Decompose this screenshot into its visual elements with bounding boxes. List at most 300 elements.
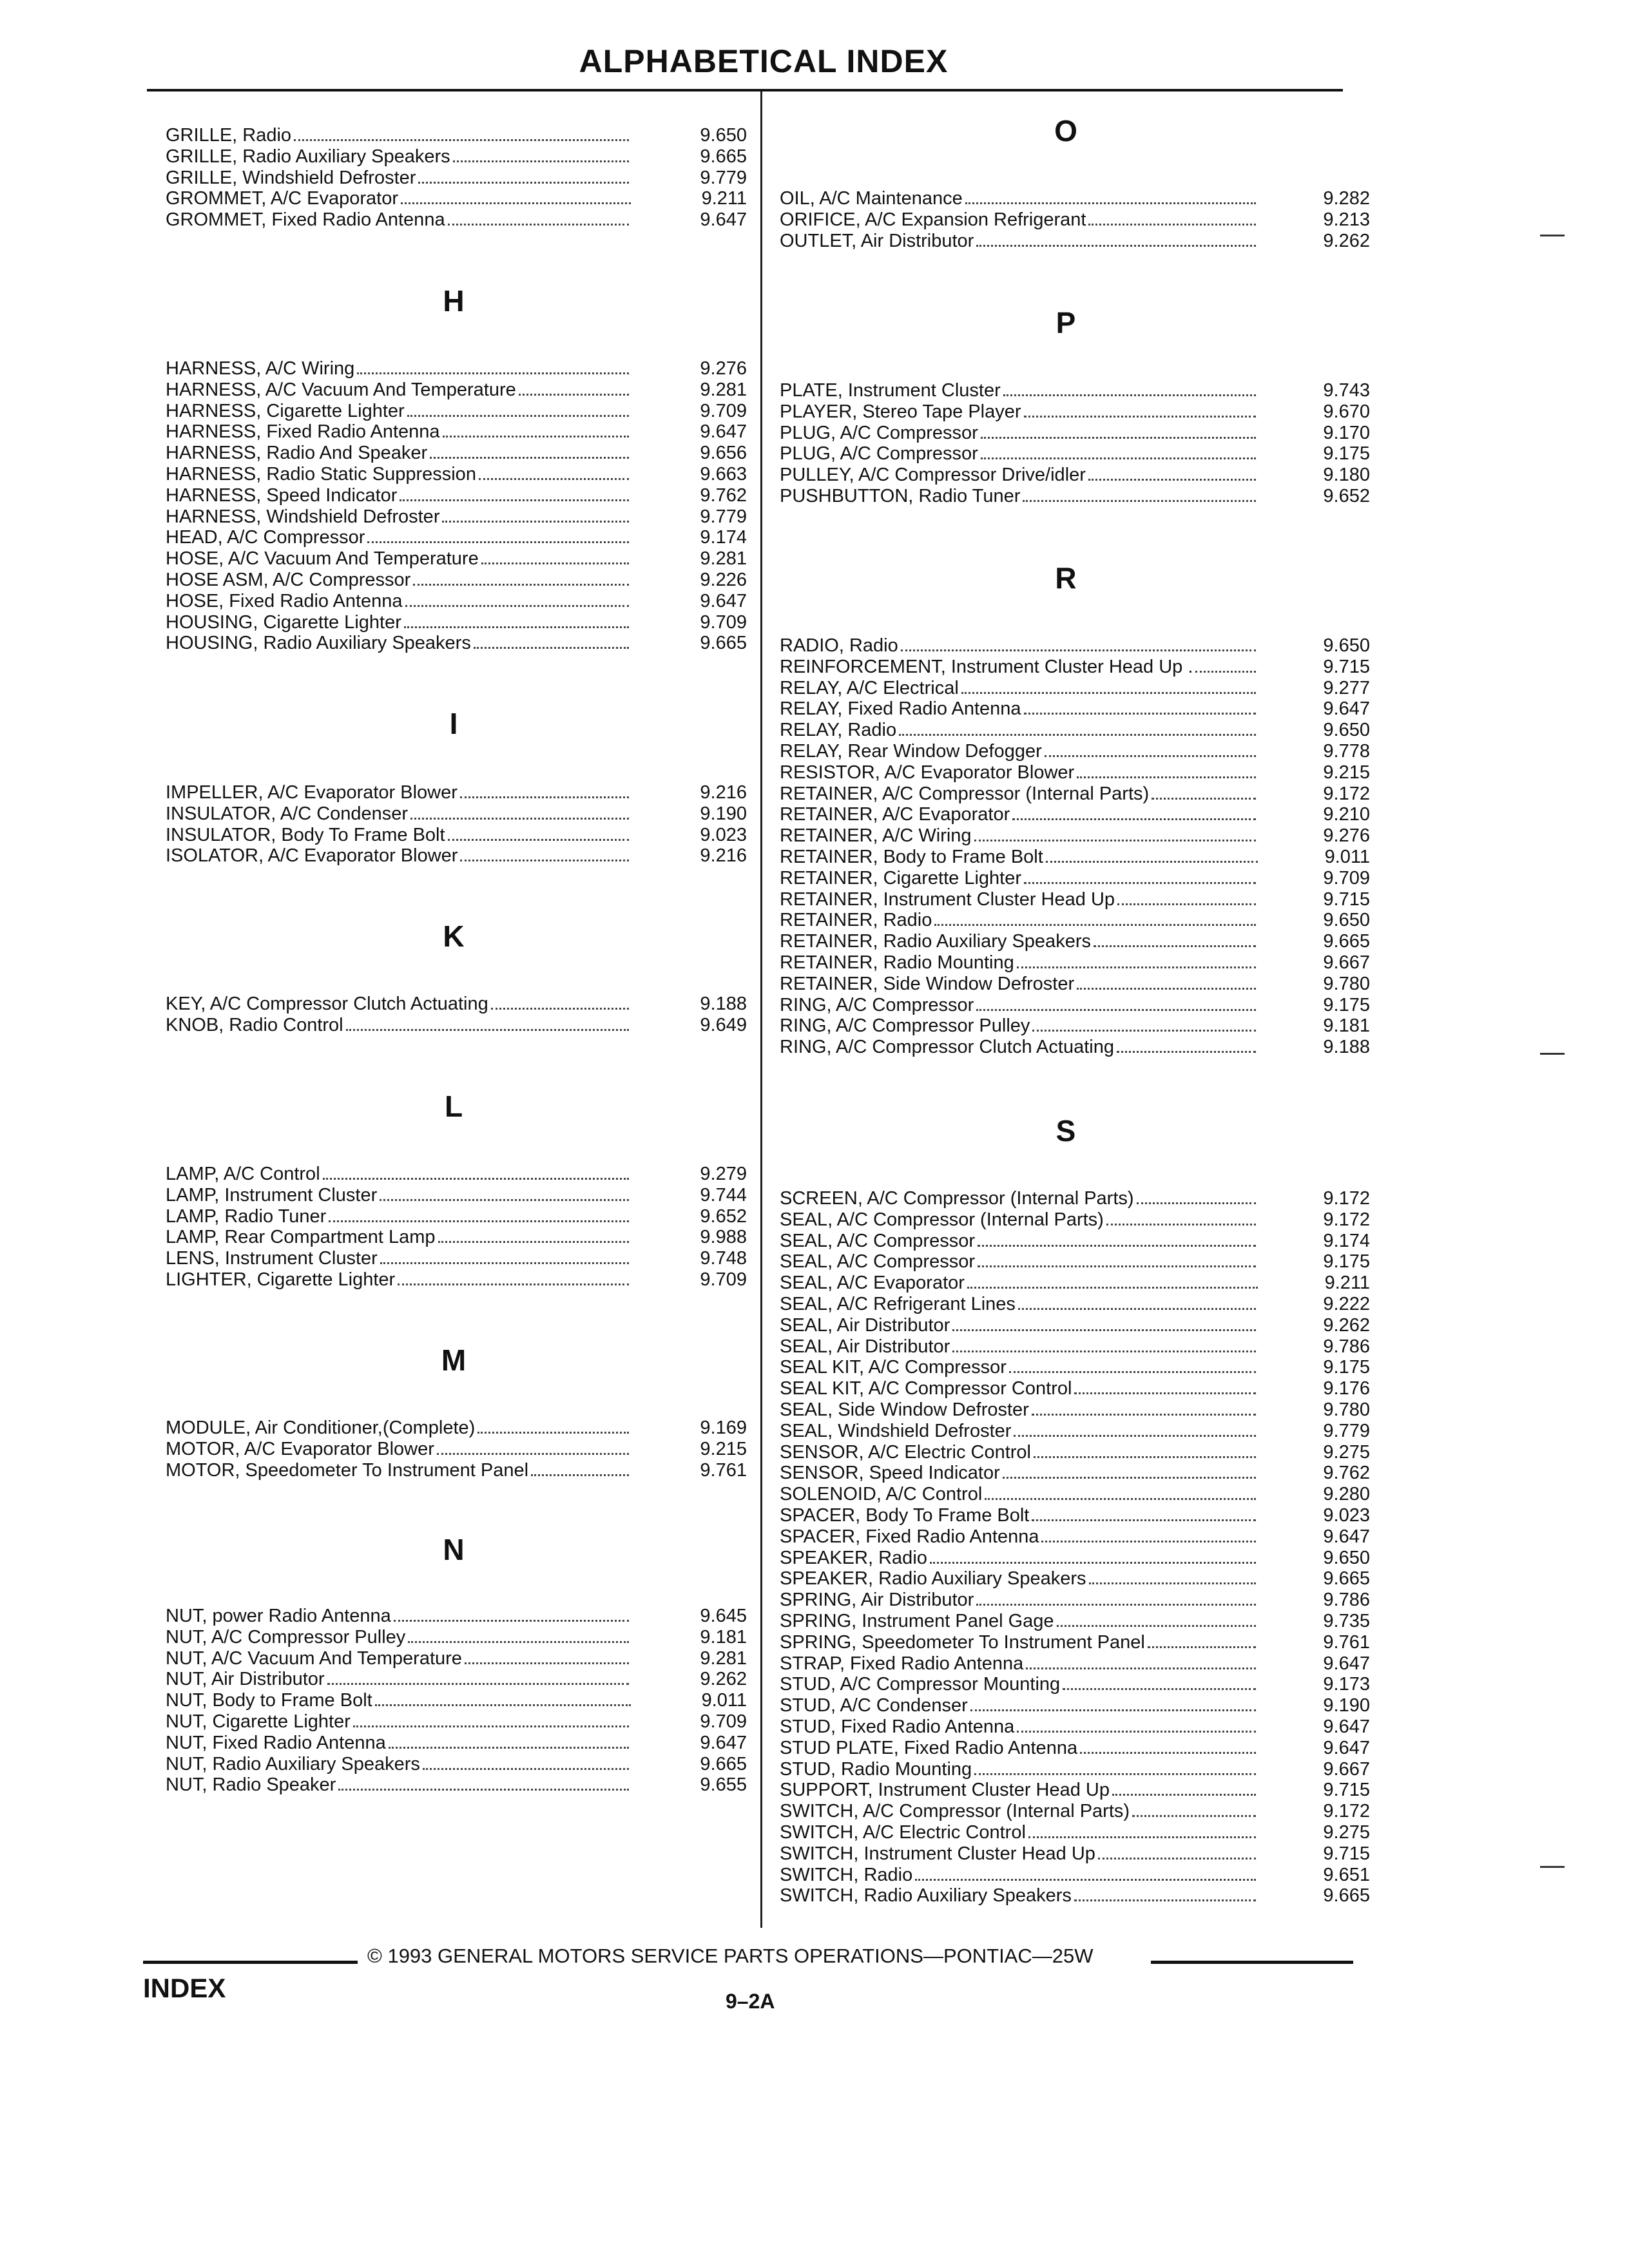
index-entry <box>166 1626 747 1648</box>
index-entry <box>780 421 1370 443</box>
dot-leader <box>479 478 629 480</box>
entry-label: NUT, Body to Frame Bolt <box>166 1690 372 1711</box>
entry-label: PLATE, Instrument Cluster <box>780 380 1001 401</box>
entry-label: NUT, Cigarette Lighter <box>166 1711 351 1732</box>
dot-leader <box>1094 945 1256 947</box>
entry-page: 9.222 <box>1323 1294 1370 1314</box>
entry-label: RETAINER, Instrument Cluster Head Up <box>780 889 1115 910</box>
section-letter-o: O <box>1054 114 1077 148</box>
index-entry <box>780 740 1370 762</box>
entry-page: 9.715 <box>1323 657 1370 677</box>
index-entry <box>780 1441 1370 1463</box>
index-entry <box>780 187 1370 209</box>
entry-label: LAMP, Instrument Cluster <box>166 1185 378 1206</box>
dot-leader <box>329 1220 629 1222</box>
dot-leader <box>1152 798 1256 800</box>
entry-page: 9.281 <box>700 1648 747 1669</box>
index-entry <box>780 1715 1370 1737</box>
entry-label: SOLENOID, A/C Control <box>780 1484 983 1504</box>
footer-rule <box>143 1961 358 1964</box>
dot-leader <box>1003 1477 1257 1479</box>
dot-leader <box>1009 1371 1257 1373</box>
dot-leader <box>1077 988 1256 990</box>
dot-leader <box>1018 1308 1257 1310</box>
entry-page: 9.215 <box>700 1439 747 1459</box>
dot-leader <box>460 860 629 861</box>
dot-leader <box>1074 1899 1257 1901</box>
entry-label: SCREEN, A/C Compressor (Internal Parts) <box>780 1188 1134 1209</box>
entry-label: KNOB, Radio Control <box>166 1015 343 1035</box>
entry-page: 9.282 <box>1323 188 1370 209</box>
entry-page: 9.779 <box>700 168 747 188</box>
index-entry <box>780 1335 1370 1357</box>
index-entry <box>780 634 1370 656</box>
index-entry <box>166 611 747 633</box>
entry-label: SEAL, Air Distributor <box>780 1336 950 1357</box>
entry-label: STUD, Radio Mounting <box>780 1759 972 1780</box>
entry-page: 9.169 <box>700 1418 747 1438</box>
entry-page: 9.735 <box>1323 1611 1370 1631</box>
entry-page: 9.762 <box>700 485 747 506</box>
entry-label: MOTOR, Speedometer To Instrument Panel <box>166 1460 529 1481</box>
entry-label: SWITCH, Instrument Cluster Head Up <box>780 1843 1095 1864</box>
entry-page: 9.175 <box>1323 1357 1370 1378</box>
index-entry <box>780 908 1370 930</box>
entry-page: 9.715 <box>1323 1780 1370 1800</box>
index-entry <box>166 1710 747 1732</box>
dot-leader <box>981 457 1257 459</box>
entry-label: IMPELLER, A/C Evaporator Blower <box>166 782 458 803</box>
dot-leader <box>1098 1858 1257 1860</box>
entry-page: 9.172 <box>1323 1801 1370 1821</box>
entry-label: SEAL, A/C Compressor <box>780 1231 975 1251</box>
dot-leader <box>1045 755 1257 757</box>
index-entry <box>780 1229 1370 1251</box>
entry-label: LIGHTER, Cigarette Lighter <box>166 1269 396 1290</box>
index-entry <box>780 1673 1370 1695</box>
entry-label: HOSE, Fixed Radio Antenna <box>166 591 403 611</box>
index-entry <box>166 526 747 548</box>
index-entry <box>166 1689 747 1711</box>
index-entry <box>780 697 1370 719</box>
entry-page: 9.667 <box>1323 1759 1370 1780</box>
entry-label: SEAL, Windshield Defroster <box>780 1421 1012 1441</box>
entry-label: PLUG, A/C Compressor <box>780 443 978 464</box>
dot-leader <box>901 649 1257 651</box>
dot-leader <box>389 1747 630 1749</box>
margin-tick <box>1540 235 1565 236</box>
index-entry <box>780 1588 1370 1610</box>
entry-page: 9.279 <box>700 1164 747 1184</box>
entry-page: 9.778 <box>1323 741 1370 762</box>
entry-label: INSULATOR, A/C Condenser <box>166 803 409 824</box>
index-entry <box>780 1694 1370 1716</box>
dot-leader <box>1024 713 1257 715</box>
dot-leader <box>985 1498 1256 1500</box>
entry-page: 9.715 <box>1323 1843 1370 1864</box>
entry-label: HARNESS, Cigarette Lighter <box>166 401 405 421</box>
dot-leader <box>423 1768 630 1770</box>
dot-leader <box>398 1283 629 1285</box>
index-entry <box>166 378 747 400</box>
entry-page: 9.665 <box>700 1754 747 1774</box>
entry-page: 9.215 <box>1323 762 1370 783</box>
index-entry <box>166 463 747 485</box>
index-entry <box>166 568 747 590</box>
index-entry <box>166 1773 747 1795</box>
entry-page: 9.647 <box>700 591 747 611</box>
index-entry <box>166 1268 747 1290</box>
entry-page: 9.647 <box>1323 1716 1370 1737</box>
entry-page: 9.650 <box>1323 635 1370 656</box>
entry-label: HOSE ASM, A/C Compressor <box>166 570 411 590</box>
entry-label: SPEAKER, Radio <box>780 1548 927 1568</box>
entry-page: 9.665 <box>1323 931 1370 952</box>
dot-leader <box>1089 1582 1257 1584</box>
index-entry <box>166 208 747 230</box>
entry-page: 9.650 <box>700 125 747 146</box>
dot-leader <box>1088 224 1256 226</box>
entry-label: NUT, Fixed Radio Antenna <box>166 1733 386 1753</box>
entry-page: 9.280 <box>1323 1484 1370 1504</box>
entry-label: SEAL, A/C Refrigerant Lines <box>780 1294 1016 1314</box>
dot-leader <box>346 1029 630 1031</box>
entry-page: 9.647 <box>700 421 747 442</box>
entry-page: 9.709 <box>700 1269 747 1290</box>
index-entry <box>780 1525 1370 1547</box>
entry-label: SWITCH, Radio Auxiliary Speakers <box>780 1885 1072 1906</box>
entry-page: 9.180 <box>1323 465 1370 485</box>
dot-leader <box>430 457 629 459</box>
dot-leader <box>1032 1414 1257 1416</box>
entry-label: RELAY, Rear Window Defogger <box>780 741 1042 762</box>
entry-label: RETAINER, A/C Evaporator <box>780 804 1010 825</box>
entry-page: 9.650 <box>1323 720 1370 740</box>
entry-page: 9.651 <box>1323 1865 1370 1885</box>
dot-leader <box>1132 1815 1256 1817</box>
entry-label: SUPPORT, Instrument Cluster Head Up <box>780 1780 1110 1800</box>
entry-label: RETAINER, A/C Compressor (Internal Parts) <box>780 783 1150 804</box>
index-entry <box>780 1652 1370 1674</box>
entry-label: SWITCH, Radio <box>780 1865 913 1885</box>
entry-page: 9.275 <box>1323 1822 1370 1843</box>
entry-label: STUD, A/C Compressor Mounting <box>780 1674 1061 1695</box>
entry-label: RADIO, Radio <box>780 635 898 656</box>
entry-page: 9.709 <box>700 401 747 421</box>
index-entry <box>780 1842 1370 1864</box>
index-entry <box>166 1416 747 1438</box>
index-entry <box>780 655 1370 677</box>
entry-label: NUT, A/C Vacuum And Temperature <box>166 1648 462 1669</box>
footer-copyright: © 1993 GENERAL MOTORS SERVICE PARTS OPERATIONS—PONTIAC—25W <box>367 1945 1094 1967</box>
entry-label: KEY, A/C Compressor Clutch Actuating <box>166 994 488 1014</box>
section-letter-r: R <box>1055 561 1077 595</box>
dot-leader <box>976 1009 1256 1011</box>
dot-leader <box>930 1562 1257 1564</box>
dot-leader <box>408 1641 629 1643</box>
entry-label: GROMMET, A/C Evaporator <box>166 188 398 209</box>
index-entry <box>780 485 1370 506</box>
entry-page: 9.174 <box>1323 1231 1370 1251</box>
entry-page: 9.665 <box>700 146 747 167</box>
entry-page: 9.174 <box>700 527 747 548</box>
entry-page: 9.645 <box>700 1606 747 1626</box>
index-entry <box>780 1293 1370 1314</box>
entry-label: LENS, Instrument Cluster <box>166 1248 378 1269</box>
dot-leader <box>448 224 630 226</box>
dot-leader <box>1024 416 1257 418</box>
entry-page: 9.743 <box>1323 380 1370 401</box>
entry-page: 9.709 <box>1323 868 1370 889</box>
index-entry <box>780 1863 1370 1885</box>
dot-leader <box>978 1245 1256 1247</box>
dot-leader <box>413 584 629 586</box>
index-entry <box>780 1419 1370 1441</box>
dot-leader <box>961 692 1257 694</box>
entry-page: 9.656 <box>700 443 747 463</box>
column-divider <box>760 91 762 1928</box>
section-letter-p: P <box>1055 306 1076 340</box>
entry-label: HARNESS, Windshield Defroster <box>166 506 440 527</box>
dot-leader <box>1012 818 1256 820</box>
index-entry <box>780 782 1370 804</box>
index-entry <box>780 229 1370 251</box>
entry-page: 9.709 <box>700 1711 747 1732</box>
index-entry <box>166 484 747 506</box>
entry-page: 9.011 <box>1324 847 1370 867</box>
dot-leader <box>899 734 1256 736</box>
dot-leader <box>437 1453 630 1455</box>
entry-page: 9.262 <box>700 1669 747 1689</box>
dot-leader <box>974 1773 1256 1775</box>
entry-label: HARNESS, A/C Vacuum And Temperature <box>166 380 516 400</box>
entry-label: PLAYER, Stereo Tape Player <box>780 401 1021 422</box>
index-entry <box>780 1483 1370 1504</box>
index-entry <box>166 631 747 653</box>
entry-page: 9.175 <box>1323 1251 1370 1272</box>
entry-page: 9.181 <box>1323 1015 1370 1036</box>
entry-page: 9.665 <box>1323 1885 1370 1906</box>
entry-page: 9.190 <box>1323 1695 1370 1716</box>
entry-label: LAMP, Rear Compartment Lamp <box>166 1227 436 1247</box>
dot-leader <box>1024 882 1256 884</box>
index-entry <box>166 420 747 442</box>
entry-page: 9.665 <box>700 633 747 653</box>
entry-page: 9.262 <box>1323 231 1370 251</box>
index-entry <box>780 1035 1370 1057</box>
dot-leader <box>519 394 630 396</box>
entry-page: 9.715 <box>1323 889 1370 910</box>
dot-leader <box>1032 1519 1256 1521</box>
dot-leader <box>1028 1836 1257 1838</box>
dot-leader <box>448 839 630 841</box>
dot-leader <box>367 541 629 543</box>
entry-page: 9.761 <box>700 1460 747 1481</box>
entry-page: 9.650 <box>1323 910 1370 930</box>
dot-leader <box>978 1265 1256 1267</box>
dot-leader <box>1046 861 1258 863</box>
dot-leader <box>1148 1646 1257 1648</box>
entry-label: RETAINER, Side Window Defroster <box>780 974 1075 994</box>
entry-label: GRILLE, Windshield Defroster <box>166 168 416 188</box>
entry-label: NUT, Radio Speaker <box>166 1774 336 1795</box>
entry-label: SENSOR, Speed Indicator <box>780 1463 1000 1483</box>
footer-rule <box>1151 1961 1353 1964</box>
dot-leader <box>404 626 630 628</box>
entry-label: LAMP, Radio Tuner <box>166 1206 327 1227</box>
dot-leader <box>965 202 1257 204</box>
index-entry <box>166 1162 747 1184</box>
section-letter-k: K <box>443 919 465 953</box>
index-entry <box>166 1014 747 1035</box>
margin-tick <box>1540 1053 1565 1055</box>
entry-label: SEAL, A/C Compressor (Internal Parts) <box>780 1209 1104 1230</box>
entry-page: 9.650 <box>1323 1548 1370 1568</box>
entry-label: STUD, A/C Condenser <box>780 1695 968 1716</box>
entry-page: 9.023 <box>1323 1505 1370 1526</box>
index-entry <box>780 1377 1370 1399</box>
dot-leader <box>952 1350 1256 1352</box>
index-entry <box>780 1250 1370 1272</box>
dot-leader <box>981 437 1257 439</box>
entry-page: 9.281 <box>700 548 747 569</box>
entry-label: HOUSING, Radio Auxiliary Speakers <box>166 633 471 653</box>
dot-leader <box>1063 1688 1256 1690</box>
dot-leader <box>1080 1752 1256 1754</box>
entry-label: SPRING, Speedometer To Instrument Panel <box>780 1632 1145 1653</box>
dot-leader <box>1195 671 1256 673</box>
entry-page: 9.190 <box>700 803 747 824</box>
dot-leader <box>443 436 630 437</box>
dot-leader <box>1003 394 1257 396</box>
entry-label: RELAY, Radio <box>780 720 897 740</box>
dot-leader <box>491 1008 630 1010</box>
entry-label: PUSHBUTTON, Radio Tuner <box>780 486 1021 506</box>
section-letter-n: N <box>443 1533 465 1566</box>
entry-label: RING, A/C Compressor <box>780 995 974 1015</box>
entry-page: 9.744 <box>700 1185 747 1206</box>
dot-leader <box>952 1329 1256 1331</box>
entry-label: MODULE, Air Conditioner,(Complete) <box>166 1418 476 1438</box>
index-entry <box>780 930 1370 952</box>
dot-leader <box>1077 776 1256 778</box>
entry-page: 9.176 <box>1323 1378 1370 1399</box>
index-entry <box>166 187 747 209</box>
dot-leader <box>1112 1794 1256 1796</box>
entry-label: STUD PLATE, Fixed Radio Antenna <box>780 1738 1078 1758</box>
entry-page: 9.188 <box>1323 1037 1370 1057</box>
entry-label: RETAINER, Radio Mounting <box>780 952 1014 973</box>
entry-page: 9.211 <box>701 188 747 209</box>
index-entry <box>166 1184 747 1206</box>
entry-page: 9.779 <box>700 506 747 527</box>
entry-label: MOTOR, A/C Evaporator Blower <box>166 1439 434 1459</box>
entry-page: 9.170 <box>1323 423 1370 443</box>
entry-page: 9.652 <box>1323 486 1370 506</box>
index-entry <box>780 1631 1370 1653</box>
index-entry <box>166 1647 747 1669</box>
entry-page: 9.276 <box>1323 825 1370 846</box>
entry-label: STRAP, Fixed Radio Antenna <box>780 1653 1024 1674</box>
index-entry <box>780 1271 1370 1293</box>
entry-label: SWITCH, A/C Compressor (Internal Parts) <box>780 1801 1130 1821</box>
index-entry <box>780 1314 1370 1336</box>
dot-leader <box>1014 1435 1256 1437</box>
dot-leader <box>1032 1030 1256 1032</box>
index-entry <box>166 1247 747 1269</box>
index-entry <box>166 166 747 188</box>
entry-label: NUT, A/C Compressor Pulley <box>166 1627 406 1648</box>
index-entry <box>780 1461 1370 1483</box>
entry-page: 9.663 <box>700 464 747 485</box>
entry-page: 9.647 <box>1323 1526 1370 1547</box>
index-entry <box>780 1567 1370 1589</box>
dot-leader <box>380 1262 630 1264</box>
entry-label: NUT, power Radio Antenna <box>166 1606 391 1626</box>
index-entry <box>166 992 747 1014</box>
entry-page: 9.748 <box>700 1248 747 1269</box>
entry-label: GRILLE, Radio <box>166 125 292 146</box>
dot-leader <box>915 1879 1256 1881</box>
index-entry <box>780 1356 1370 1378</box>
entry-page: 9.210 <box>1323 804 1370 825</box>
entry-page: 9.761 <box>1323 1632 1370 1653</box>
index-entry <box>780 824 1370 846</box>
index-entry <box>166 1459 747 1481</box>
entry-label: STUD, Fixed Radio Antenna <box>780 1716 1015 1737</box>
dot-leader <box>974 840 1257 841</box>
index-entry <box>780 1778 1370 1800</box>
index-entry <box>166 781 747 803</box>
entry-page: 9.277 <box>1323 678 1370 698</box>
index-entry <box>780 1398 1370 1420</box>
entry-label: RETAINER, Radio Auxiliary Speakers <box>780 931 1091 952</box>
dot-leader <box>481 562 630 564</box>
entry-page: 9.647 <box>1323 698 1370 719</box>
index-entry <box>780 1884 1370 1906</box>
index-entry <box>780 208 1370 230</box>
entry-page: 9.667 <box>1323 952 1370 973</box>
dot-leader <box>976 245 1256 247</box>
entry-page: 9.281 <box>700 380 747 400</box>
entry-page: 9.188 <box>700 994 747 1014</box>
entry-label: HOSE, A/C Vacuum And Temperature <box>166 548 479 569</box>
entry-page: 9.276 <box>700 358 747 379</box>
index-entry <box>780 1208 1370 1230</box>
dot-leader <box>294 139 629 141</box>
dot-leader <box>1041 1541 1256 1542</box>
index-entry <box>780 1758 1370 1780</box>
dot-leader <box>1117 903 1256 905</box>
entry-label: HEAD, A/C Compressor <box>166 527 365 548</box>
entry-page: 9.226 <box>700 570 747 590</box>
section-letter-i: I <box>449 707 458 740</box>
index-entry <box>780 1800 1370 1821</box>
dot-leader <box>1074 1392 1256 1394</box>
entry-page: 9.647 <box>700 1733 747 1753</box>
entry-label: SPRING, Instrument Panel Gage <box>780 1611 1054 1631</box>
index-entry <box>166 1205 747 1227</box>
entry-page: 9.655 <box>700 1774 747 1795</box>
dot-leader <box>418 182 629 184</box>
index-entry <box>780 1821 1370 1843</box>
index-entry <box>166 145 747 167</box>
entry-label: ORIFICE, A/C Expansion Refrigerant <box>780 209 1086 230</box>
entry-page: 9.786 <box>1323 1590 1370 1610</box>
footer-section-label: INDEX <box>143 1973 226 2003</box>
entry-label: LAMP, A/C Control <box>166 1164 320 1184</box>
entry-label: RETAINER, Body to Frame Bolt <box>780 847 1043 867</box>
